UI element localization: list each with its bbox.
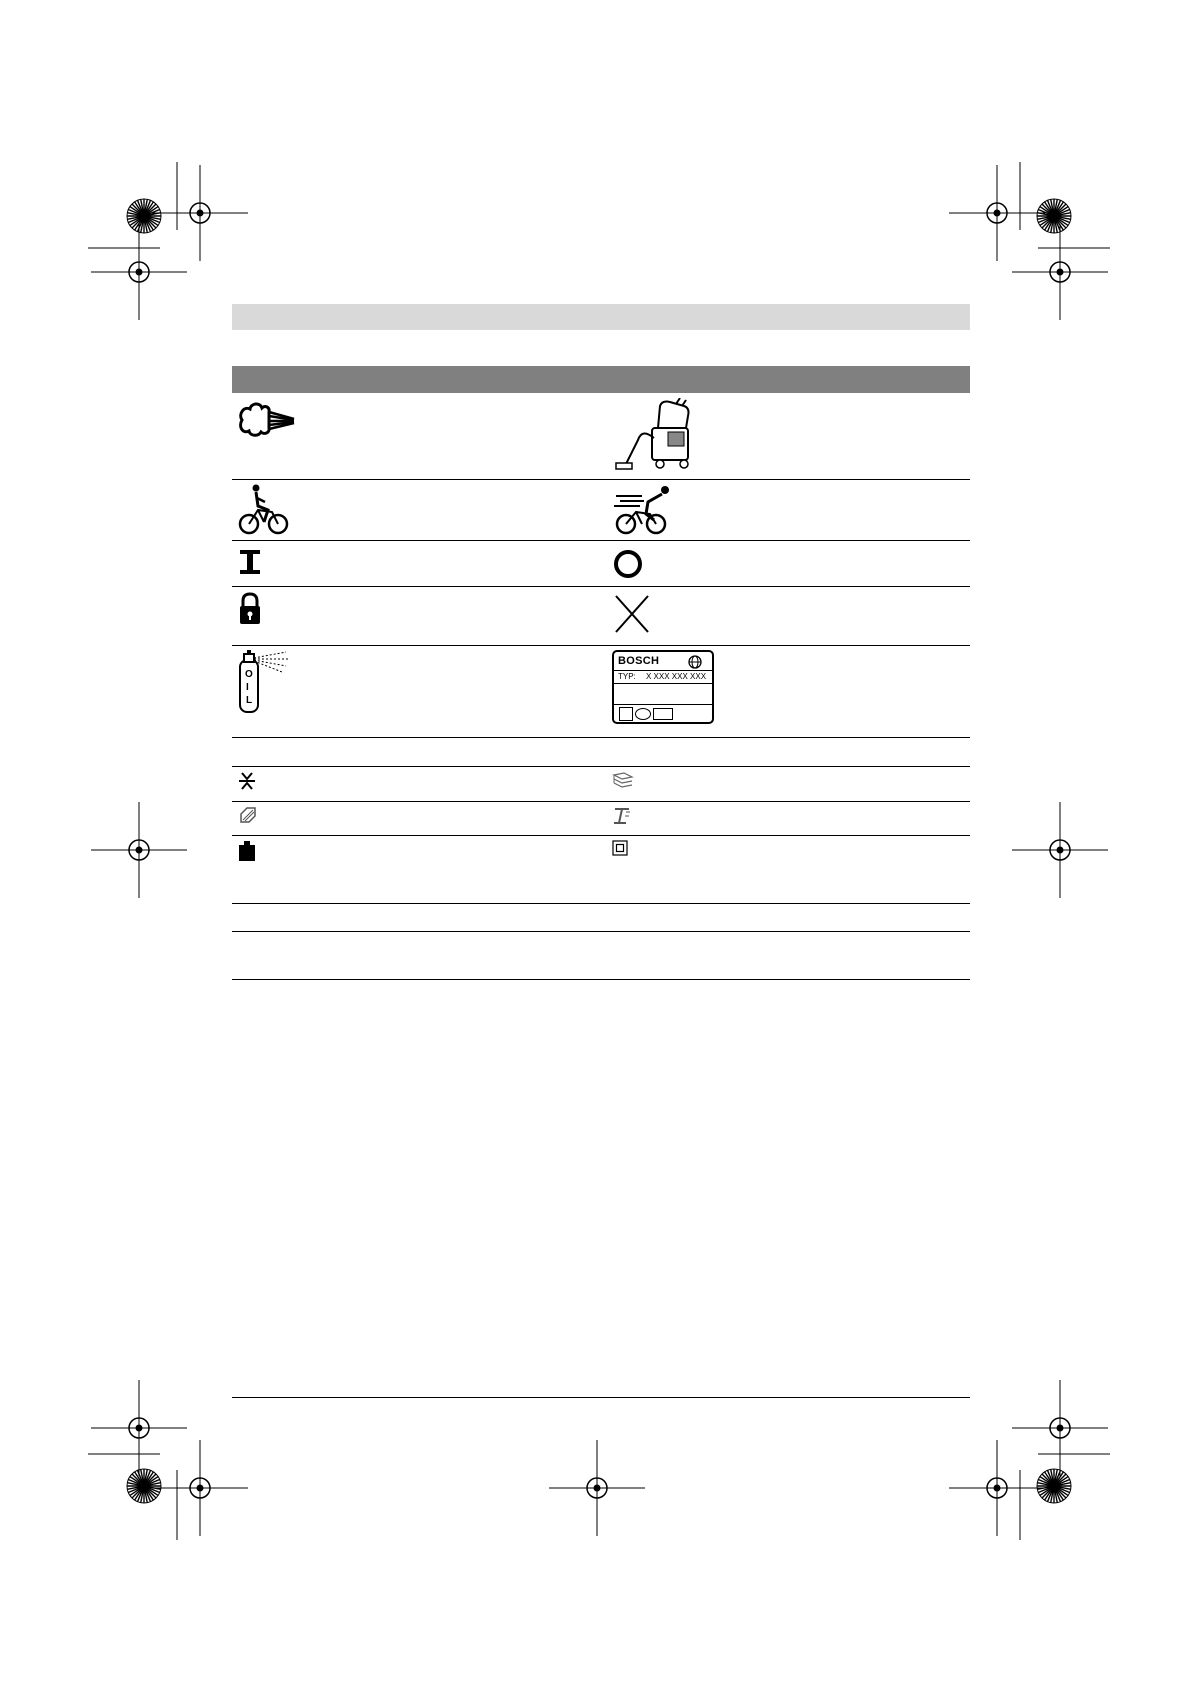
table-header-bar xyxy=(232,366,970,393)
row-divider xyxy=(232,540,970,541)
oil-letter-i: I xyxy=(246,682,249,693)
nameplate-divider xyxy=(614,670,712,671)
material-layers-icon xyxy=(612,771,634,789)
section-header-bar xyxy=(232,304,970,330)
off-switch-icon xyxy=(612,548,644,580)
on-switch-icon xyxy=(238,548,262,576)
material-metal-icon xyxy=(612,806,632,826)
row-divider xyxy=(232,737,970,738)
row-divider xyxy=(232,645,970,646)
cut-line-icon xyxy=(238,771,256,791)
dust-blow-icon xyxy=(238,400,296,440)
row-divider xyxy=(232,766,970,767)
row-divider xyxy=(232,931,970,932)
cross-mark-icon xyxy=(612,592,652,636)
nameplate-divider xyxy=(614,683,712,684)
nameplate-type-label: TYP: xyxy=(618,672,636,681)
globe-icon xyxy=(688,655,702,669)
row-divider xyxy=(232,979,970,980)
nameplate-type-value: X XXX XXX XXX xyxy=(646,672,707,681)
footer-rule xyxy=(232,1397,970,1398)
padlock-icon xyxy=(238,592,262,626)
oil-letter-o: O xyxy=(245,669,253,680)
row-divider xyxy=(232,586,970,587)
nameplate-divider xyxy=(614,704,712,705)
row-divider xyxy=(232,479,970,480)
vacuum-cleaner-icon xyxy=(612,398,702,474)
nameplate-brand: BOSCH xyxy=(618,655,660,667)
oil-spray-icon xyxy=(236,650,292,714)
material-wood-icon xyxy=(238,806,258,826)
fast-cyclist-icon xyxy=(612,484,674,536)
protection-class-icon xyxy=(612,840,628,856)
row-divider xyxy=(232,903,970,904)
weight-icon xyxy=(238,840,256,862)
cyclist-icon xyxy=(238,484,290,536)
nameplate-rect-mark xyxy=(653,708,673,720)
nameplate-square-mark xyxy=(619,707,633,721)
nameplate-oval-mark xyxy=(635,708,651,720)
row-divider xyxy=(232,835,970,836)
oil-letter-l: L xyxy=(246,695,253,706)
nameplate-icon xyxy=(612,650,714,724)
row-divider xyxy=(232,801,970,802)
